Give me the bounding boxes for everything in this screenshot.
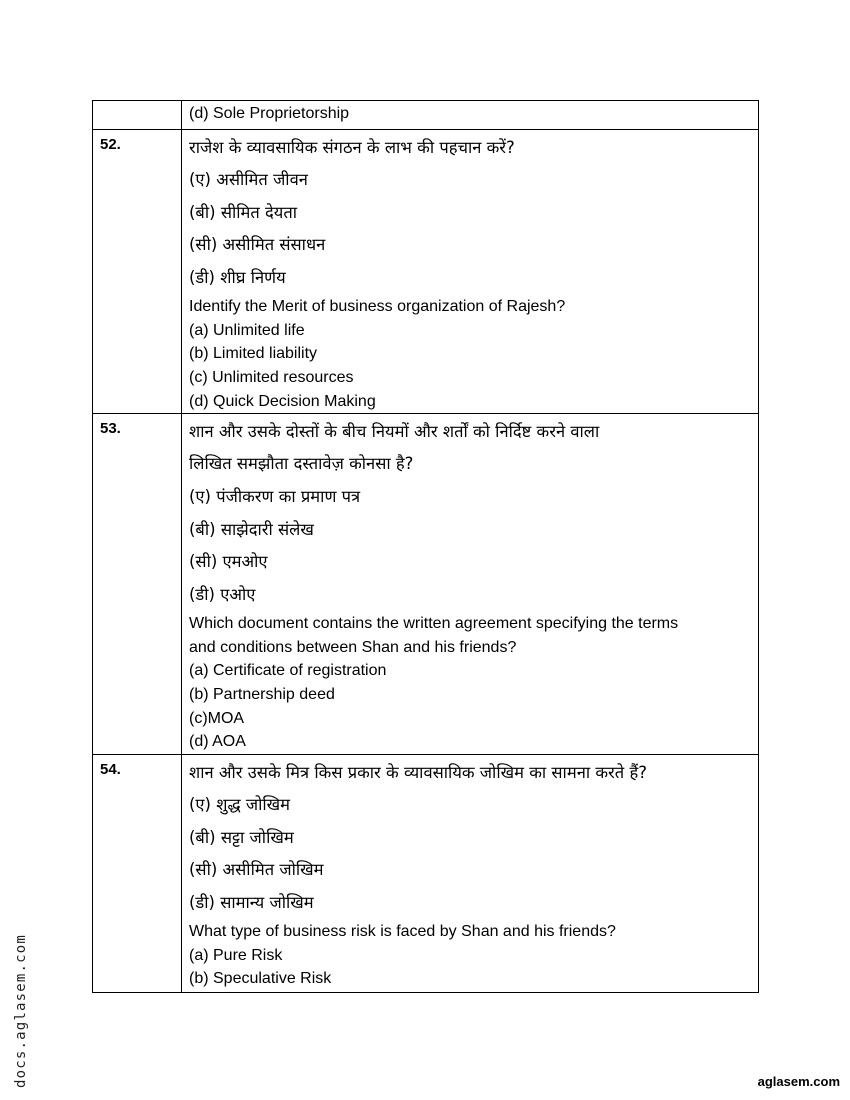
english-option: (c) Unlimited resources [189, 368, 354, 386]
hindi-question-line: राजेश के व्यावसायिक संगठन के लाभ की पहचान करें? [189, 138, 515, 157]
option-line: (d) Sole Proprietorship [189, 105, 350, 122]
hindi-option: (सी) असीमित जोखिम [189, 860, 324, 880]
question-number: 53. [93, 414, 182, 755]
table-row [93, 414, 759, 755]
english-option: (d) AOA [189, 733, 246, 751]
question-number: 52. [93, 130, 182, 414]
english-option: (b) Speculative Risk [189, 970, 332, 988]
question-table [92, 100, 759, 993]
watermark-text: docs.aglasem.com [13, 933, 29, 1088]
question-body-cell [182, 101, 759, 130]
table-row [93, 101, 759, 130]
english-question-line: Which document contains the written agreement specifying the terms [189, 614, 679, 632]
question-number: 54. [93, 755, 182, 993]
table-row [93, 130, 759, 414]
english-option: (b) Limited liability [189, 345, 318, 363]
hindi-question-line: शान और उसके दोस्तों के बीच नियमों और शर्तों को निर्दिष्ट करने वाला [189, 422, 600, 442]
hindi-option: (बी) साझेदारी संलेख [189, 519, 314, 539]
footer-brand-link[interactable]: aglasem.com [757, 1074, 840, 1089]
hindi-question-line: लिखित समझौता दस्तावेज़ कोनसा है? [189, 454, 414, 474]
hindi-option: (ए) शुद्ध जोखिम [189, 795, 291, 815]
hindi-option: (डी) एओए [189, 585, 256, 605]
hindi-option: (सी) असीमित संसाधन [189, 235, 326, 255]
question-body-cell [182, 130, 759, 414]
english-question-line: and conditions between Shan and his friends? [189, 638, 517, 656]
hindi-option: (बी) सीमित देयता [189, 202, 298, 222]
english-option: (c)MOA [189, 709, 245, 727]
english-option: (d) Quick Decision Making [189, 392, 376, 410]
hindi-option: (डी) शीघ्र निर्णय [189, 268, 286, 288]
question-body-cell [182, 414, 759, 755]
table-row [93, 755, 759, 993]
hindi-option: (ए) असीमित जीवन [189, 170, 308, 189]
hindi-option: (सी) एमओए [189, 552, 268, 572]
hindi-option: (बी) सट्टा जोखिम [189, 827, 294, 847]
english-question-line: Identify the Merit of business organization of Rajesh? [189, 297, 566, 315]
english-question-line: What type of business risk is faced by Shan and his friends? [189, 922, 616, 940]
english-option: (a) Unlimited life [189, 321, 305, 339]
question-body-cell [182, 755, 759, 993]
english-option: (b) Partnership deed [189, 685, 335, 703]
hindi-question-line: शान और उसके मित्र किस प्रकार के व्यावसायिक जोखिम का सामना करते हैं? [189, 763, 647, 783]
english-option: (a) Pure Risk [189, 946, 283, 964]
question-number-cell [93, 101, 182, 130]
english-option: (a) Certificate of registration [189, 662, 387, 680]
hindi-option: (डी) सामान्य जोखिम [189, 893, 314, 913]
hindi-option: (ए) पंजीकरण का प्रमाण पत्र [189, 487, 361, 507]
